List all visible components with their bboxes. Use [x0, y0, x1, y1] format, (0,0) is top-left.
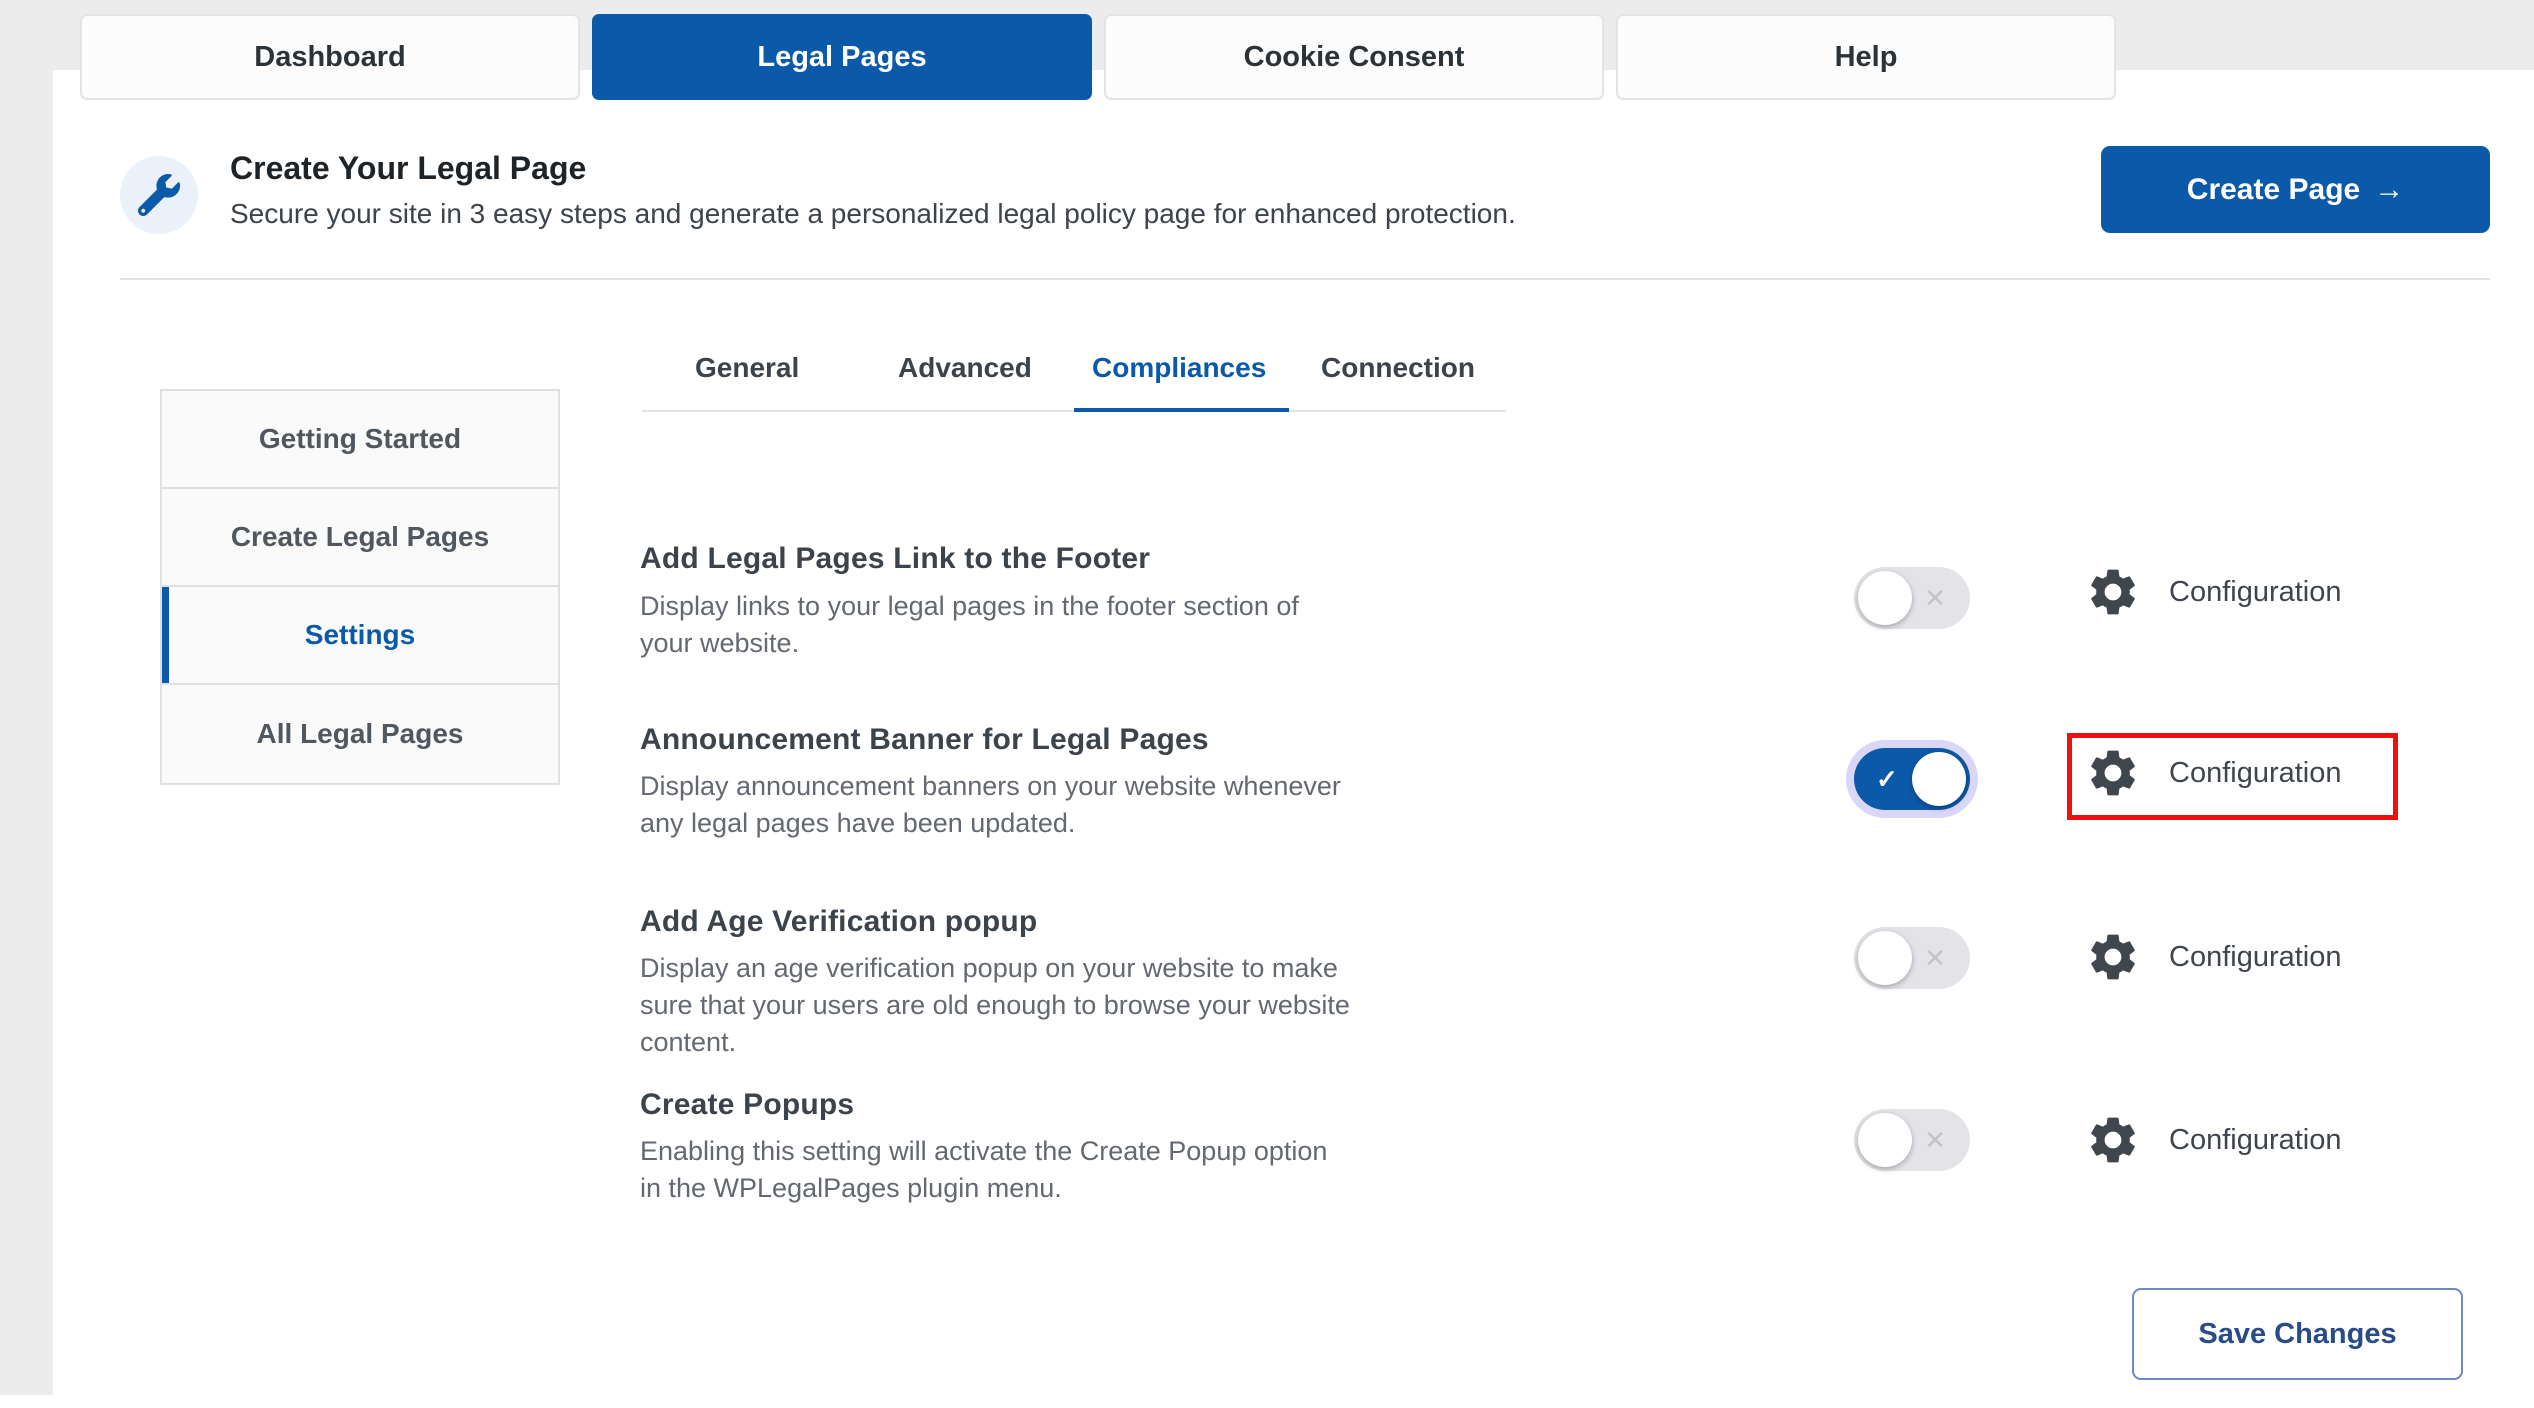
sidebar-item-all-legal-pages[interactable]	[162, 685, 558, 783]
gear-icon[interactable]	[2085, 1112, 2141, 1168]
configuration-announcement-banner[interactable]	[2085, 744, 2342, 802]
sidebar-item-create-legal-pages[interactable]	[162, 489, 558, 587]
toggle-announcement-banner[interactable]	[1854, 748, 1970, 810]
tab-advanced[interactable]: Advanced	[898, 352, 1032, 383]
toggle-age-verification[interactable]	[1854, 927, 1970, 989]
tab-legal-pages-label: Legal Pages	[757, 40, 927, 73]
sidebar-item-label: Getting Started	[258, 423, 462, 454]
left-chrome-gutter	[0, 70, 53, 1395]
gear-icon[interactable]	[2085, 745, 2141, 801]
wrench-icon	[120, 156, 198, 234]
header-divider	[120, 278, 2490, 280]
tab-dashboard[interactable]	[80, 14, 580, 100]
tab-cookie-consent-label: Cookie Consent	[1243, 40, 1465, 73]
setting-description	[640, 1133, 1327, 1207]
sidebar-item-settings[interactable]	[162, 587, 558, 685]
gear-icon[interactable]	[2085, 929, 2141, 985]
toggle-knob	[1912, 752, 1966, 806]
description-line: your website.	[640, 628, 800, 658]
sidebar-item-getting-started[interactable]	[162, 391, 558, 489]
toggle-off-icon: ✕	[1924, 583, 1946, 613]
configuration-label: Configuration	[2169, 756, 2342, 789]
configuration-label: Configuration	[2169, 575, 2342, 608]
active-tab-underline	[1074, 408, 1289, 412]
setting-description	[640, 588, 1299, 662]
setting-description	[640, 768, 1341, 842]
toggle-on-icon: ✓	[1876, 764, 1898, 794]
configuration-create-popups[interactable]	[2085, 1111, 2342, 1169]
setting-title-create-popups: Create Popups	[640, 1088, 855, 1121]
page-title: Create Your Legal Page	[230, 150, 587, 186]
setting-title-announcement-banner: Announcement Banner for Legal Pages	[640, 723, 1209, 756]
toggle-knob	[1858, 571, 1912, 625]
description-line: in the WPLegalPages plugin menu.	[640, 1173, 1062, 1203]
description-line: sure that your users are old enough to browse your website	[640, 990, 1350, 1020]
toggle-knob	[1858, 931, 1912, 985]
tab-cookie-consent[interactable]	[1104, 14, 1604, 100]
configuration-label: Configuration	[2169, 940, 2342, 973]
tab-help[interactable]	[1616, 14, 2116, 100]
save-changes-button[interactable]: Save Changes	[2132, 1288, 2463, 1380]
toggle-create-popups[interactable]	[1854, 1109, 1970, 1171]
sidebar-item-label: All Legal Pages	[256, 718, 464, 749]
tab-connection[interactable]: Connection	[1321, 352, 1475, 383]
page-subtitle: Secure your site in 3 easy steps and generate a personalized legal policy page for enhanced protection.	[230, 198, 1516, 229]
configuration-footer-links[interactable]	[2085, 563, 2342, 621]
configuration-age-verification[interactable]	[2085, 928, 2342, 986]
description-line: content.	[640, 1027, 737, 1057]
active-indicator-bar	[162, 587, 169, 683]
create-page-button[interactable]	[2101, 146, 2490, 233]
toggle-off-icon: ✕	[1924, 943, 1946, 973]
description-line: Enabling this setting will activate the Create Popup option	[640, 1136, 1328, 1166]
description-line: any legal pages have been updated.	[640, 808, 1076, 838]
arrow-right-icon: →	[2374, 172, 2405, 206]
setting-description	[640, 950, 1350, 1061]
gear-icon[interactable]	[2085, 564, 2141, 620]
setting-title-footer-links: Add Legal Pages Link to the Footer	[640, 542, 1151, 575]
tab-general[interactable]: General	[695, 352, 800, 383]
description-line: Display an age verification popup on your website to make	[640, 953, 1338, 983]
sidebar-item-label: Create Legal Pages	[230, 521, 490, 552]
tab-help-label: Help	[1834, 40, 1898, 73]
tab-dashboard-label: Dashboard	[254, 40, 406, 73]
tab-compliances[interactable]: Compliances	[1092, 352, 1267, 383]
toggle-off-icon: ✕	[1924, 1125, 1946, 1155]
setting-title-age-verification: Add Age Verification popup	[640, 905, 1038, 938]
sidebar-item-label: Settings	[304, 619, 416, 650]
description-line: Display announcement banners on your website whenever	[640, 771, 1341, 801]
settings-sidebar	[160, 389, 560, 785]
toggle-knob	[1858, 1113, 1912, 1167]
toggle-footer-links[interactable]	[1854, 567, 1970, 629]
tab-legal-pages[interactable]	[592, 14, 1092, 100]
create-page-button-label: Create Page	[2186, 172, 2361, 206]
description-line: Display links to your legal pages in the footer section of	[640, 591, 1299, 621]
configuration-label: Configuration	[2169, 1123, 2342, 1156]
